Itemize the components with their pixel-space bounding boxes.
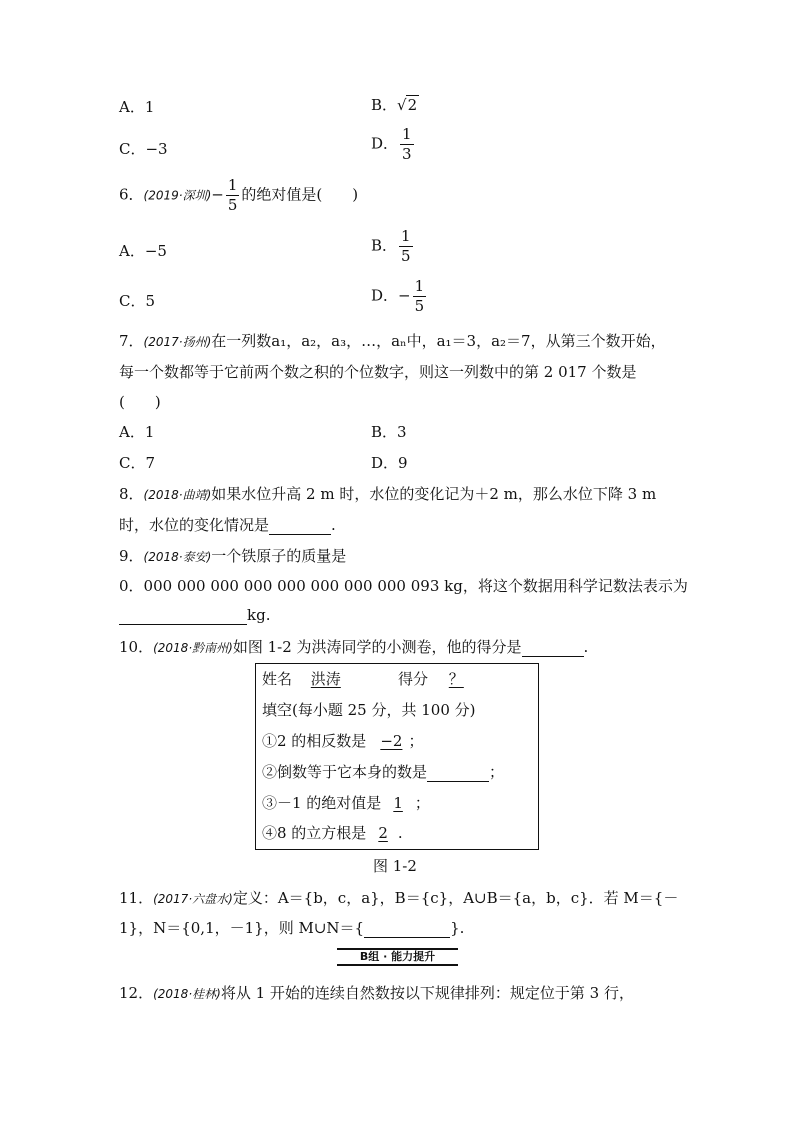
q9-stem-line1: 9．(2018·泰安)一个铁原子的质量是 <box>119 547 347 565</box>
q7-option-b: B．3 <box>371 423 407 441</box>
q6-option-a: A．−5 <box>119 242 167 260</box>
figure-item-1: ①2 的相反数是 −2 ； <box>262 732 424 750</box>
q11-stem-line1: 11．(2017·六盘水)定义：A＝{b，c，a}，B＝{c}，A∪B＝{a，b，c}．若 M＝{－ <box>119 889 679 907</box>
q7-option-d: D．9 <box>371 454 408 472</box>
figure-name-value: 洪涛 <box>310 670 341 688</box>
source-tag: (2018·泰安) <box>143 550 212 564</box>
q11-stem-line2: 1}，N＝{0,1，－1}，则 M∪N＝{ }. <box>119 919 465 937</box>
q7-stem-line1: 7．(2017·扬州)在一列数a₁，a₂，a₃，…，aₙ中，a₁＝3，a₂＝7，从第三个数开始， <box>119 332 666 350</box>
q12-stem: 12．(2018·桂林)将从 1 开始的连续自然数按以下规律排列：规定位于第 3 行， <box>119 984 634 1002</box>
sqrt-symbol: √2 <box>397 96 418 114</box>
q5-option-b: B．√2 <box>371 96 418 114</box>
q10-stem: 10．(2018·黔南州)如图 1-2 为洪涛同学的小测卷，他的得分是 . <box>119 638 589 656</box>
section-banner: B组 · 能力提升 <box>337 948 458 966</box>
q5-option-a: A．1 <box>119 98 155 116</box>
q6-option-d: D．− $\frac{1}{5}$ <box>371 277 425 315</box>
q5-option-d: D． $\frac{1}{3}$ <box>371 125 412 163</box>
q7-option-a: A．1 <box>119 423 155 441</box>
figure-item-2: ②倒数等于它本身的数是 ； <box>262 763 505 781</box>
figure-caption: 图 1-2 <box>373 857 417 875</box>
figure-instructions: 填空(每小题 25 分，共 100 分) <box>262 701 476 719</box>
q7-stem-line3: ( ) <box>119 393 161 411</box>
quiz-figure <box>255 663 539 850</box>
source-tag: (2019·深圳) <box>143 188 212 203</box>
q6-stem: 6．(2019·深圳)− $\frac{1}{5}$ 的绝对值是( ) <box>119 176 359 214</box>
answer-blank <box>522 638 584 657</box>
source-tag: (2017·六盘水) <box>153 892 233 906</box>
figure-item-3: ③－1 的绝对值是 1 ； <box>262 794 430 812</box>
q6-option-c: C．5 <box>119 292 156 310</box>
source-tag: (2018·桂林) <box>153 987 221 1001</box>
q9-stem-line3: kg. <box>119 606 270 625</box>
source-tag: (2018·黔南州) <box>153 641 233 655</box>
source-tag: (2018·曲靖) <box>143 488 212 502</box>
figure-score-value: ？ <box>448 670 464 688</box>
q8-stem-line1: 8．(2018·曲靖)如果水位升高 2 m 时，水位的变化记为＋2 m，那么水位下降 3 m <box>119 485 657 503</box>
q9-stem-line2: 0．000 000 000 000 000 000 000 000 093 kg，将这个数据用科学记数法表示为 <box>119 577 688 595</box>
q7-option-c: C．7 <box>119 454 156 472</box>
figure-item-4: ④8 的立方根是 2 . <box>262 824 403 842</box>
figure-name-row: 姓名 洪涛 <box>262 668 355 689</box>
q7-stem-line2: 每一个数都等于它前两个数之积的个位数字，则这一列数中的第 2 017 个数是 <box>119 363 637 381</box>
figure-score-row: 得分 ？ <box>398 668 480 689</box>
q6-option-b: B． $\frac{1}{5}$ <box>371 227 411 265</box>
source-tag: (2017·扬州) <box>143 335 212 349</box>
answer-blank <box>364 919 450 938</box>
q5-option-c: C．−3 <box>119 140 168 158</box>
answer-blank <box>119 606 247 625</box>
q8-stem-line2: 时，水位的变化情况是 . <box>119 516 336 534</box>
answer-blank <box>269 516 331 535</box>
